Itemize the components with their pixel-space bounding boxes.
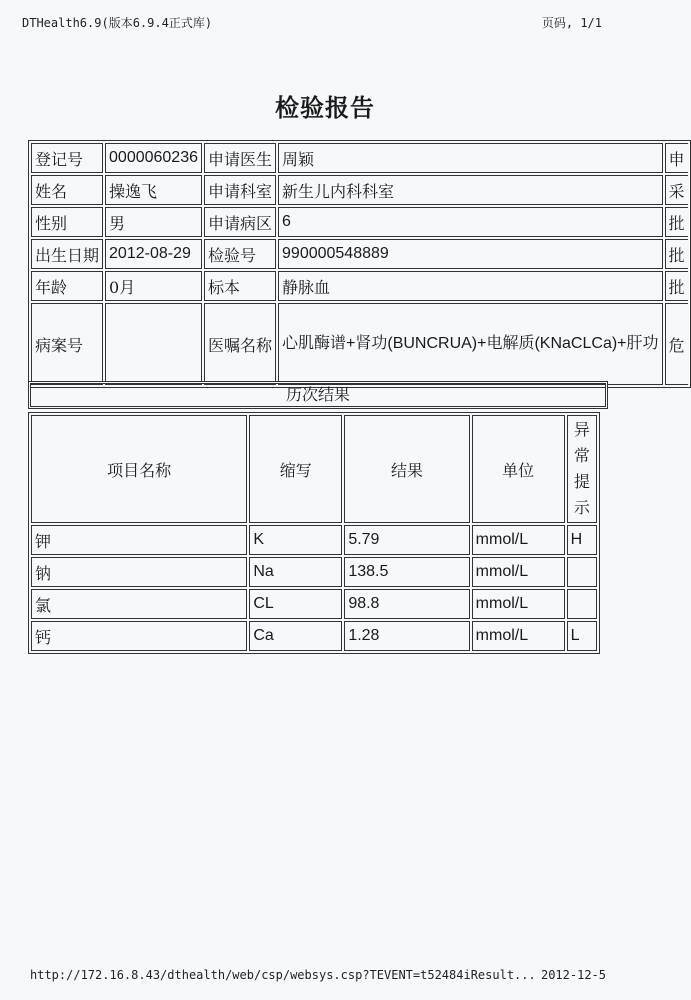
item-result: 5.79 xyxy=(344,525,469,555)
col-item-name: 项目名称 xyxy=(31,415,247,523)
cut-cell: 批 xyxy=(665,207,688,237)
item-abbr: K xyxy=(249,525,342,555)
info-row xyxy=(31,207,688,237)
cut-cell: 批 xyxy=(665,239,688,269)
case-no-label: 病案号 xyxy=(31,303,103,385)
info-row xyxy=(31,175,688,205)
sex-value: 男 xyxy=(105,207,202,237)
order-label: 医嘱名称 xyxy=(204,303,276,385)
table-row xyxy=(31,589,597,619)
specimen-value: 静脉血 xyxy=(278,271,663,301)
info-row xyxy=(31,143,688,173)
info-row xyxy=(31,239,688,269)
age-value: 0月 xyxy=(105,271,202,301)
item-result: 1.28 xyxy=(344,621,469,651)
doctor-label: 申请医生 xyxy=(204,143,276,173)
item-flag: H xyxy=(567,525,597,555)
table-row xyxy=(31,525,597,555)
info-row xyxy=(31,303,688,385)
item-name: 氯 xyxy=(31,589,247,619)
name-value: 操逸飞 xyxy=(105,175,202,205)
item-unit: mmol/L xyxy=(472,589,565,619)
cut-cell: 危 xyxy=(665,303,688,385)
reg-no-label: 登记号 xyxy=(31,143,103,173)
item-unit: mmol/L xyxy=(472,557,565,587)
name-label: 姓名 xyxy=(31,175,103,205)
item-abbr: Na xyxy=(249,557,342,587)
item-abbr: CL xyxy=(249,589,342,619)
col-unit: 单位 xyxy=(472,415,565,523)
col-abnormal-flag: 异常提示 xyxy=(567,415,597,523)
col-abbr: 缩写 xyxy=(249,415,342,523)
ward-label: 申请病区 xyxy=(204,207,276,237)
item-unit: mmol/L xyxy=(472,621,565,651)
cut-cell: 申 xyxy=(665,143,688,173)
table-row xyxy=(31,621,597,651)
doctor-value: 周颖 xyxy=(278,143,663,173)
dob-value: 2012-08-29 xyxy=(105,239,202,269)
footer-date: 2012-12-5 xyxy=(540,968,606,982)
col-result: 结果 xyxy=(344,415,469,523)
item-flag xyxy=(567,589,597,619)
reg-no-value: 0000060236 xyxy=(105,143,202,173)
specimen-label: 标本 xyxy=(204,271,276,301)
dept-value: 新生儿内科科室 xyxy=(278,175,663,205)
info-row xyxy=(31,271,688,301)
order-value: 心肌酶谱+肾功(BUNCRUA)+电解质(KNaCLCa)+肝功 xyxy=(278,303,663,385)
item-result: 138.5 xyxy=(344,557,469,587)
table-row xyxy=(31,557,597,587)
item-flag xyxy=(567,557,597,587)
page-indicator: 页码, 1/1 xyxy=(541,16,602,30)
history-results-header: 历次结果 xyxy=(28,381,608,409)
test-no-label: 检验号 xyxy=(204,239,276,269)
item-name: 钾 xyxy=(31,525,247,555)
dept-label: 申请科室 xyxy=(204,175,276,205)
results-header-row xyxy=(31,415,597,523)
patient-info-table xyxy=(28,140,691,388)
age-label: 年龄 xyxy=(31,271,103,301)
item-abbr: Ca xyxy=(249,621,342,651)
item-name: 钙 xyxy=(31,621,247,651)
item-flag: L xyxy=(567,621,597,651)
item-result: 98.8 xyxy=(344,589,469,619)
ward-value: 6 xyxy=(278,207,663,237)
results-table xyxy=(28,412,600,654)
dob-label: 出生日期 xyxy=(31,239,103,269)
cut-cell: 采 xyxy=(665,175,688,205)
app-version: DTHealth6.9(版本6.9.4正式库) xyxy=(22,16,213,30)
sex-label: 性别 xyxy=(31,207,103,237)
cut-cell: 批 xyxy=(665,271,688,301)
test-no-value: 990000548889 xyxy=(278,239,663,269)
item-name: 钠 xyxy=(31,557,247,587)
case-no-value xyxy=(105,303,202,385)
report-title: 检验报告 xyxy=(275,94,375,122)
item-unit: mmol/L xyxy=(472,525,565,555)
footer-url: http://172.16.8.43/dthealth/web/csp/websys.csp?TEVENT=t52484iResult... xyxy=(30,968,536,982)
